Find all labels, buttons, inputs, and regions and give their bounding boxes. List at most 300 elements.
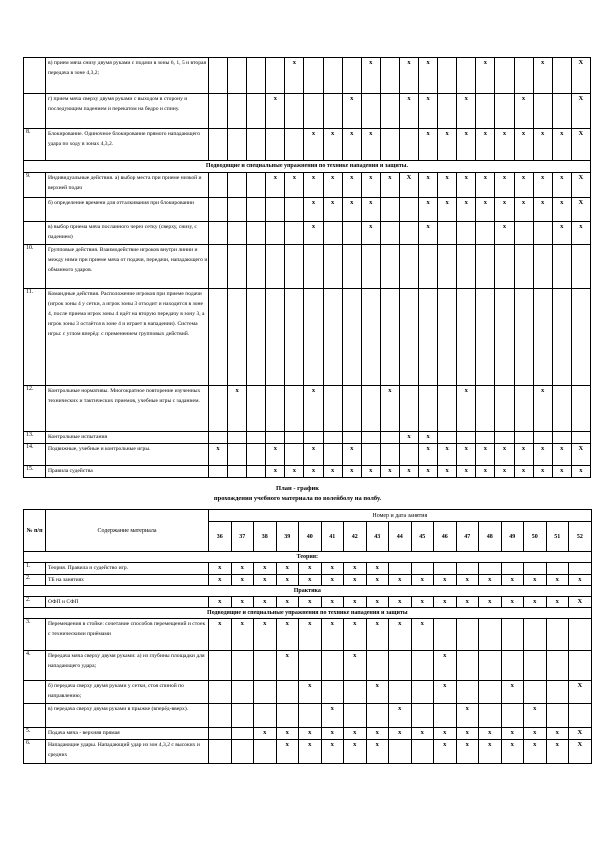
lesson-mark-cell: X [571,129,590,161]
lesson-mark-cell [552,94,571,129]
lesson-mark-cell [228,432,247,444]
lesson-mark-cell [571,245,590,289]
lesson-number: 36 [209,522,232,552]
lesson-mark-cell [456,651,479,681]
lesson-mark-cell [209,198,228,222]
row-content: Теория. Правила и судейство игр. [46,563,209,575]
row-number: 9. [24,173,46,198]
lesson-mark-cell: x [399,58,418,94]
lesson-number: 44 [389,522,412,552]
lesson-mark-cell [285,444,304,466]
lesson-mark-cell: x [342,444,361,466]
lesson-mark-cell [434,563,457,575]
lesson-mark-cell: x [323,198,342,222]
lesson-mark-cell: x [476,444,495,466]
lesson-mark-cell [569,651,592,681]
lesson-mark-cell: x [533,386,552,432]
lesson-mark-cell [524,619,547,651]
lesson-mark-cell [569,704,592,728]
lesson-mark-cell: x [476,173,495,198]
table-row [24,198,591,222]
lesson-mark-cell [342,386,361,432]
row-content: Командные действия. Расположение игроков при приеме подачи (игрок зоны 4 у сетки, а игрок зоны 3 отходит и находится в зоне 4, после приема игрок зоны 4 идёт на вторую передачу в зону 3, а игрок зоны 3 остаётся в зоне 4 и играет в нападении). Система игры: с углом вперёд: с применением групповых действий. [46,289,209,386]
lesson-mark-cell: x [434,575,457,586]
lesson-mark-cell: x [419,198,438,222]
lesson-mark-cell [209,222,228,245]
lesson-mark-cell: x [304,466,323,478]
lesson-mark-cell: X [571,444,590,466]
lesson-mark-cell [514,289,533,386]
table-row [24,681,592,704]
row-number [24,94,46,129]
lesson-mark-cell: x [552,466,571,478]
row-content: в) прием мяча снизу двумя руками с подачи в зоны 6, 1, 5 и вторая передача в зоне 4,3,2; [46,58,209,94]
lesson-mark-cell: x [434,597,457,608]
lesson-mark-cell: x [456,575,479,586]
lesson-mark-cell [479,681,502,704]
lesson-mark-cell: x [299,728,322,740]
row-content: Передача мяча сверху двумя руками: а) из глубины площадки для нападающего удара; [46,651,209,681]
lesson-mark-cell: x [321,740,344,764]
row-number: 15. [24,466,46,478]
lesson-mark-cell: x [457,129,476,161]
row-number: 13. [24,432,46,444]
lesson-mark-cell: x [342,94,361,129]
lesson-mark-cell [399,129,418,161]
lesson-mark-cell: x [361,58,380,94]
lesson-mark-cell: x [285,173,304,198]
lesson-mark-cell: x [299,597,322,608]
lesson-mark-cell [323,222,342,245]
lesson-mark-cell [366,704,389,728]
lesson-mark-cell [495,94,514,129]
lesson-mark-cell: x [361,173,380,198]
lesson-mark-cell [323,94,342,129]
lesson-mark-cell [361,386,380,432]
lesson-mark-cell: x [434,740,457,764]
lesson-mark-cell [342,289,361,386]
row-number [24,704,46,728]
lesson-mark-cell [266,386,285,432]
lesson-mark-cell [457,432,476,444]
lesson-mark-cell [266,245,285,289]
lesson-mark-cell [552,432,571,444]
row-content: Групповые действия. Взаимодействие игроков внутри линии и между ними при приеме мяча от подачи, передачи, нападающего и обманного ударов. [46,245,209,289]
lesson-mark-cell: x [457,444,476,466]
lesson-mark-cell [389,681,412,704]
lesson-mark-cell: x [299,619,322,651]
lesson-mark-cell [247,129,266,161]
lesson-mark-cell [479,651,502,681]
lesson-mark-cell: x [476,129,495,161]
lesson-mark-cell [361,432,380,444]
lesson-mark-cell [380,289,399,386]
section-row [24,552,592,563]
lesson-mark-cell: x [304,173,323,198]
lesson-mark-cell [342,58,361,94]
lesson-mark-cell: x [321,704,344,728]
lesson-mark-cell [546,619,569,651]
row-number: 14. [24,444,46,466]
lesson-mark-cell: x [552,222,571,245]
lesson-mark-cell: x [323,129,342,161]
lesson-mark-cell [380,129,399,161]
lesson-mark-cell [380,432,399,444]
section-row [24,608,592,619]
lesson-mark-cell: x [419,466,438,478]
row-number [24,681,46,704]
lesson-mark-cell [247,386,266,432]
lesson-mark-cell: x [399,94,418,129]
lesson-mark-cell: x [380,173,399,198]
lesson-mark-cell: x [254,728,277,740]
lesson-mark-cell: x [479,740,502,764]
lesson-mark-cell [228,129,247,161]
plan-title-line1: План - график [276,485,319,492]
lesson-mark-cell: x [411,728,434,740]
lesson-mark-cell: x [456,740,479,764]
lesson-mark-cell [438,386,457,432]
lesson-mark-cell: x [285,58,304,94]
lesson-mark-cell [495,432,514,444]
table-row [24,129,591,161]
lesson-mark-cell: x [321,728,344,740]
lesson-mark-cell [495,58,514,94]
lesson-mark-cell [495,386,514,432]
lesson-mark-cell: X [571,198,590,222]
lesson-mark-cell [342,222,361,245]
row-number: 6. [24,740,46,764]
lesson-mark-cell: x [361,222,380,245]
row-number: 10. [24,245,46,289]
lesson-mark-cell [209,466,228,478]
lesson-mark-cell [276,681,299,704]
table-row [24,58,591,94]
lesson-mark-cell: x [514,129,533,161]
lesson-mark-cell: x [457,94,476,129]
lesson-mark-cell [254,740,277,764]
lesson-mark-cell: x [419,94,438,129]
lesson-mark-cell [456,681,479,704]
lesson-mark-cell: x [501,575,524,586]
row-number: 5. [24,728,46,740]
lesson-mark-cell [456,563,479,575]
lesson-mark-cell: x [389,597,412,608]
lesson-mark-cell [501,619,524,651]
lesson-mark-cell: x [344,619,367,651]
row-content: Правила судейства [46,466,209,478]
lesson-mark-cell [228,444,247,466]
lesson-mark-cell [247,198,266,222]
table-row [24,444,591,466]
row-content: Перемещения в стойке: сочетание способов перемещений и стоек с техническими приёмами [46,619,209,651]
lesson-mark-cell: x [366,619,389,651]
lesson-mark-cell: x [533,444,552,466]
lesson-mark-cell [456,619,479,651]
row-content: Нападающие удары. Нападающий удар из зон 4,3,2 с высоких и средних [46,740,209,764]
lesson-mark-cell [457,222,476,245]
lesson-mark-cell [304,58,323,94]
lesson-mark-cell: x [209,444,228,466]
lesson-mark-cell [266,432,285,444]
table-row [24,289,591,386]
lesson-number: 48 [479,522,502,552]
lesson-mark-cell [209,740,232,764]
table-row [24,619,592,651]
lesson-mark-cell [228,466,247,478]
lesson-mark-cell: x [476,58,495,94]
lesson-mark-cell: x [231,619,254,651]
lesson-mark-cell [304,245,323,289]
lesson-mark-cell [524,681,547,704]
lesson-mark-cell: x [389,704,412,728]
lesson-mark-cell [209,728,232,740]
lesson-mark-cell [546,563,569,575]
lesson-mark-cell: x [514,466,533,478]
lesson-mark-cell [533,94,552,129]
lesson-mark-cell: x [438,444,457,466]
lesson-mark-cell [479,704,502,728]
lesson-mark-cell [254,651,277,681]
lesson-mark-cell [266,58,285,94]
lesson-mark-cell [533,222,552,245]
lesson-mark-cell: x [571,466,590,478]
lesson-mark-cell [380,444,399,466]
lesson-mark-cell: x [344,740,367,764]
row-number: 2. [24,597,46,608]
lesson-mark-cell: x [266,173,285,198]
lesson-number: 46 [434,522,457,552]
section-heading: Подводящие и специальные упражнения по технике нападения и защиты [24,608,592,619]
lesson-mark-cell: x [552,173,571,198]
lesson-mark-cell [231,728,254,740]
lesson-mark-cell [419,386,438,432]
row-number: 4. [24,651,46,681]
lesson-number: 51 [546,522,569,552]
row-content: Индивидуальные действия. а) выбор места при приеме низкой и верхней подач [46,173,209,198]
lesson-number: 41 [321,522,344,552]
lesson-mark-cell: x [266,444,285,466]
col-number-header: № п/п [24,510,46,552]
row-number [24,58,46,94]
lesson-mark-cell [247,94,266,129]
lesson-mark-cell: X [569,740,592,764]
lesson-mark-cell [501,704,524,728]
lesson-mark-cell: x [434,728,457,740]
lesson-mark-cell: x [321,563,344,575]
lesson-mark-cell: x [456,597,479,608]
lesson-mark-cell: x [342,129,361,161]
table-row [24,651,592,681]
lesson-mark-cell [247,444,266,466]
lesson-mark-cell [209,289,228,386]
row-content: ОФП и СФП [46,597,209,608]
lesson-mark-cell: x [514,444,533,466]
lesson-mark-cell [209,386,228,432]
lesson-mark-cell: x [552,444,571,466]
lesson-mark-cell [247,432,266,444]
row-number: 8. [24,129,46,161]
row-number: 2. [24,575,46,586]
lesson-mark-cell: x [419,432,438,444]
lesson-mark-cell: x [495,173,514,198]
lesson-mark-cell: x [344,728,367,740]
lesson-mark-cell: x [524,740,547,764]
lesson-mark-cell [344,681,367,704]
lesson-mark-cell [266,289,285,386]
lesson-mark-cell [479,563,502,575]
lesson-mark-cell: x [323,466,342,478]
lesson-mark-cell [285,245,304,289]
lesson-mark-cell [419,289,438,386]
lesson-mark-cell [457,245,476,289]
section-heading: Теория: [24,552,592,563]
lesson-mark-cell [389,651,412,681]
lesson-mark-cell [285,222,304,245]
lesson-mark-cell: x [546,740,569,764]
lesson-mark-cell [552,245,571,289]
section-row [24,586,592,597]
lesson-mark-cell: x [321,597,344,608]
lesson-mark-cell [228,58,247,94]
lesson-mark-cell [228,94,247,129]
lesson-mark-cell: x [380,466,399,478]
lesson-mark-cell [231,651,254,681]
lesson-mark-cell [209,432,228,444]
lesson-mark-cell: x [276,740,299,764]
lesson-mark-cell [361,94,380,129]
lesson-mark-cell [266,222,285,245]
lesson-mark-cell: x [524,575,547,586]
lesson-mark-cell [299,651,322,681]
lesson-number: 47 [456,522,479,552]
lesson-mark-cell [323,289,342,386]
lesson-mark-cell: x [533,198,552,222]
lesson-mark-cell [254,704,277,728]
lesson-number: 49 [501,522,524,552]
lesson-mark-cell: x [304,444,323,466]
lesson-mark-cell: x [546,575,569,586]
lesson-mark-cell [228,289,247,386]
lesson-mark-cell [342,432,361,444]
lesson-mark-cell: x [514,94,533,129]
lesson-mark-cell [380,222,399,245]
lesson-mark-cell [476,289,495,386]
table-row [24,386,591,432]
lesson-mark-cell: x [495,222,514,245]
lesson-mark-cell [299,704,322,728]
lesson-mark-cell [399,245,418,289]
lesson-mark-cell [231,704,254,728]
lesson-mark-cell: x [228,386,247,432]
schedule-table-bottom [23,509,592,764]
lesson-mark-cell: x [276,651,299,681]
lesson-mark-cell [228,222,247,245]
lesson-mark-cell: x [285,466,304,478]
lesson-mark-cell: x [299,740,322,764]
lesson-mark-cell [323,245,342,289]
lesson-mark-cell [323,444,342,466]
schedule-table-top [23,57,591,478]
lesson-mark-cell [266,129,285,161]
lesson-mark-cell: x [276,597,299,608]
lesson-mark-cell [304,289,323,386]
lesson-mark-cell [209,58,228,94]
lesson-mark-cell: x [438,129,457,161]
lesson-mark-cell: x [304,198,323,222]
lesson-mark-cell: x [266,466,285,478]
lesson-mark-cell: x [457,386,476,432]
lesson-mark-cell: x [419,58,438,94]
lesson-mark-cell [546,651,569,681]
lesson-mark-cell [209,173,228,198]
lesson-mark-cell [285,129,304,161]
lesson-mark-cell: x [571,222,590,245]
lesson-mark-cell [380,198,399,222]
lesson-mark-cell: x [514,173,533,198]
lesson-mark-cell: x [344,651,367,681]
row-content: б) передача сверху двумя руками у сетки, стоя спиной по направлению; [46,681,209,704]
lesson-mark-cell: x [389,575,412,586]
lesson-mark-cell [247,289,266,386]
plan-title-line2: прохождения учебного материала по волейболу на полбу. [213,495,382,502]
lesson-mark-cell: x [254,597,277,608]
lesson-mark-cell: x [254,619,277,651]
lesson-mark-cell: x [456,728,479,740]
lesson-mark-cell [361,444,380,466]
lesson-mark-cell: x [476,466,495,478]
lesson-mark-cell: x [366,681,389,704]
lesson-mark-cell [247,466,266,478]
lesson-mark-cell: x [209,597,232,608]
lesson-mark-cell: x [361,466,380,478]
lesson-mark-cell [434,619,457,651]
lesson-mark-cell [285,94,304,129]
lesson-mark-cell: x [495,444,514,466]
lesson-mark-cell [389,740,412,764]
lesson-mark-cell [457,58,476,94]
lesson-mark-cell [399,444,418,466]
lessons-header: Номер и дата занятия [209,510,592,522]
lesson-mark-cell: x [434,681,457,704]
lesson-mark-cell [479,619,502,651]
lesson-mark-cell: x [457,198,476,222]
lesson-mark-cell: x [342,198,361,222]
lesson-mark-cell: x [304,386,323,432]
lesson-mark-cell [411,651,434,681]
lesson-mark-cell [285,432,304,444]
table-row [24,704,592,728]
lesson-mark-cell [228,245,247,289]
lesson-mark-cell [361,245,380,289]
lesson-mark-cell: x [419,444,438,466]
lesson-mark-cell [514,432,533,444]
lesson-mark-cell: x [209,575,232,586]
lesson-mark-cell [438,58,457,94]
lesson-mark-cell [380,58,399,94]
lesson-mark-cell [569,619,592,651]
lesson-mark-cell [399,386,418,432]
lesson-mark-cell: x [411,597,434,608]
lesson-mark-cell: x [299,563,322,575]
lesson-mark-cell [495,289,514,386]
lesson-mark-cell: x [366,597,389,608]
section-heading: Практика [24,586,592,597]
lesson-mark-cell [323,432,342,444]
lesson-mark-cell: X [569,728,592,740]
lesson-mark-cell: x [366,563,389,575]
lesson-number: 40 [299,522,322,552]
